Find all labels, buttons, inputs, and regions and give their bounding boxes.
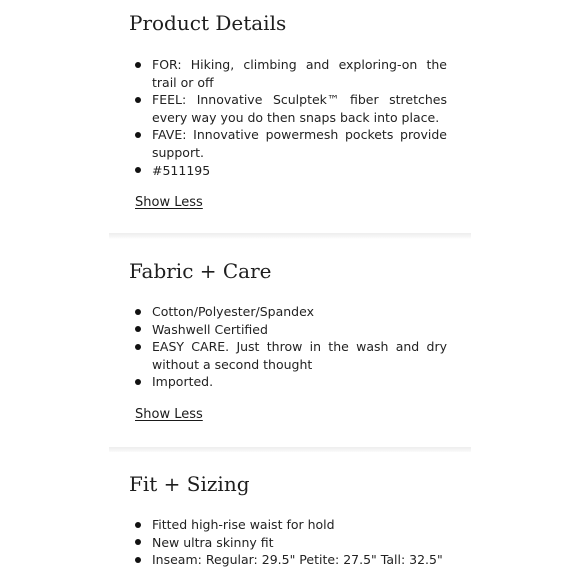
bullet-icon [135, 62, 141, 68]
fabric-care-list [109, 303, 447, 391]
list-item-text: Fitted high-rise waist for hold [152, 517, 335, 532]
bullet-icon [135, 379, 141, 385]
list-item [109, 126, 447, 161]
list-item [109, 534, 447, 552]
list-item-text: EASY CARE. Just throw in the wash and dry without a second thought [152, 339, 447, 372]
list-item-text: #511195 [152, 162, 211, 178]
list-item-text: Washwell Certified [152, 321, 268, 337]
fit-sizing-list [109, 516, 447, 569]
list-item-text: New ultra skinny fit [152, 534, 274, 550]
bullet-icon [135, 522, 141, 528]
list-item [109, 551, 447, 569]
list-item-text: FOR: Hiking, climbing and exploring-on the trail or off [152, 57, 447, 90]
bullet-icon [135, 167, 141, 173]
list-item [109, 338, 447, 373]
list-item [109, 516, 447, 534]
bullet-icon [135, 326, 141, 332]
product-details-list [109, 56, 447, 179]
fabric-care-section [109, 239, 471, 447]
list-item [109, 303, 447, 321]
show-less-link[interactable]: Show Less [135, 407, 203, 422]
section-title: Product Details [129, 11, 287, 35]
bullet-icon [135, 557, 141, 563]
list-item-text: FEEL: Innovative Sculptek™ fiber stretches every way you do then snaps back into place. [152, 92, 447, 125]
bullet-icon [135, 344, 141, 350]
section-title: Fit + Sizing [129, 472, 250, 496]
list-item [109, 162, 447, 180]
list-item-text: FAVE: Innovative powermesh pockets provide support. [152, 127, 447, 160]
list-item-text: Imported. [152, 374, 214, 390]
list-item [109, 91, 447, 126]
bullet-icon [135, 132, 141, 138]
show-less-link[interactable]: Show Less [135, 195, 203, 210]
bullet-icon [135, 309, 141, 315]
list-item [109, 56, 447, 91]
bullet-icon [135, 97, 141, 103]
bullet-icon [135, 539, 141, 545]
list-item [109, 373, 447, 391]
fit-sizing-section [109, 452, 471, 580]
list-item-text: Cotton/Polyester/Spandex [152, 304, 314, 319]
list-item-text: Inseam: Regular: 29.5" Petite: 27.5" Tall: 32.5" [152, 552, 443, 568]
section-title: Fabric + Care [129, 259, 272, 283]
product-details-section [109, 0, 471, 233]
product-info-panel [109, 0, 471, 580]
list-item [109, 321, 447, 339]
